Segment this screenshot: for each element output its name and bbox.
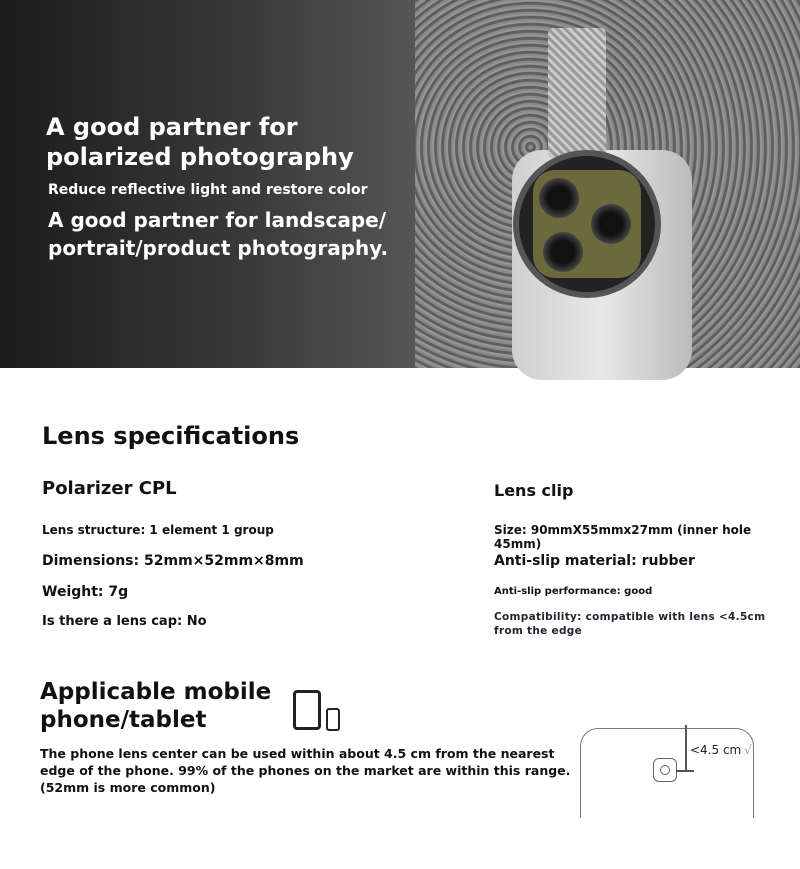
specs-heading: Lens specifications <box>42 422 300 450</box>
banner-subtitle: Reduce reflective light and restore color <box>48 182 368 198</box>
polarizer-title: Polarizer CPL <box>42 478 177 499</box>
camera-lens-icon <box>539 178 579 218</box>
spec-item: Weight: 7g <box>42 584 129 600</box>
camera-lens-icon <box>543 232 583 272</box>
banner-tagline: A good partner for landscape/ portrait/product photography. <box>48 208 389 260</box>
tablet-icon <box>293 690 321 730</box>
camera-module <box>533 170 641 278</box>
phone-edge-diagram <box>578 725 758 815</box>
spec-item: Lens structure: 1 element 1 group <box>42 523 274 537</box>
spec-item: Dimensions: 52mm×52mm×8mm <box>42 553 304 569</box>
phone-icon <box>326 708 340 731</box>
check-mark: √ <box>744 743 752 757</box>
spec-item: Compatibility: compatible with lens <4.5cm from the edge <box>494 611 766 637</box>
cpl-filter-image <box>513 150 661 298</box>
distance-label: <4.5 cm <box>690 743 742 757</box>
hero-banner <box>0 0 800 368</box>
spec-item: Is there a lens cap: No <box>42 614 207 629</box>
clip-title: Lens clip <box>494 481 574 500</box>
banner-title: A good partner for polarized photography <box>46 113 354 171</box>
applicable-heading: Applicable mobile phone/tablet <box>40 679 272 733</box>
spec-item: Size: 90mmX55mmx27mm (inner hole 45mm) <box>494 523 752 551</box>
applicable-description: The phone lens center can be used within about 4.5 cm from the nearest edge of the phone. 99% of the phones on the market are within this range. (52mm is more common) <box>40 746 571 795</box>
lens-clip-image <box>548 28 606 158</box>
spec-item: Anti-slip performance: good <box>494 586 653 597</box>
spec-item: Anti-slip material: rubber <box>494 553 695 569</box>
camera-lens-icon <box>591 204 631 244</box>
camera-icon <box>653 758 677 782</box>
